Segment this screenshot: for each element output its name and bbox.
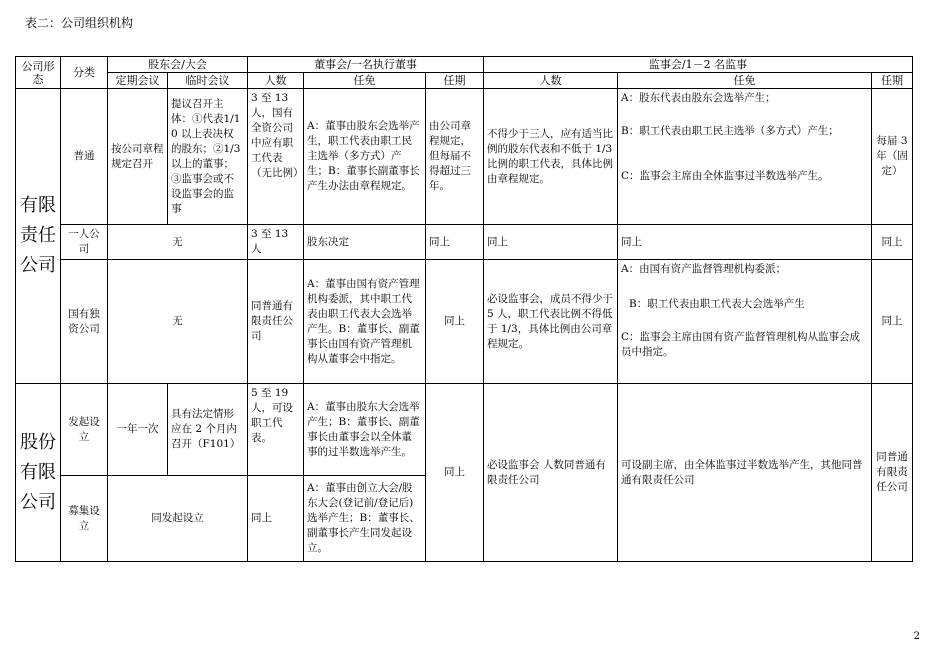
cell-board-count: 同上 [248,476,304,562]
cell-sup-term: 同普通有限责任公司 [872,384,913,562]
cell-board-appoint: A：董事由创立大会/股东大会(登记前/登记后)选举产生；B：董事长、副董事长产生同发起设立。 [304,476,426,562]
table-row-jsc-promote [16,384,913,476]
cell-board-appoint: 股东决定 [304,225,426,260]
header-sup-term: 任期 [872,73,913,89]
header-sup-appoint: 任免 [618,73,872,89]
header-interim-meeting: 临时会议 [168,73,248,89]
sup-appoint-c: C：监事会主席由全体监事过半数选举产生。 [621,170,829,182]
cell-sup-term: 同上 [872,225,913,260]
cell-board-appoint: A：董事由股东大会选举产生；B：董事长、副董事长由董事会以全体董事的过半数选举产生。 [304,384,426,476]
page-number: 2 [913,631,920,642]
table-caption: 表二：公司组织机构 [25,16,134,30]
cell-sup-term: 每届 3 年（固定） [872,89,913,225]
cell-board-term: 由公司章程规定，但每届不得超过三年。 [426,89,484,225]
cell-board-term: 同上 [426,260,484,384]
category-raise: 募集设立 [61,476,108,562]
cell-sup-count: 必设监事会，成员不得少于 5 人，职工代表比例不得低于 1/3，具体比例由公司章程规定。 [484,260,618,384]
table-row-llc-state [16,260,913,384]
category-ordinary: 普通 [61,89,108,225]
header-company-form: 公司形态 [16,57,61,89]
cell-meeting: 无 [108,260,248,384]
table-row-llc-ordinary [16,89,913,225]
header-category: 分类 [61,57,108,89]
cell-interim-meeting: 具有法定情形应在 2 个月内召开（F101） [168,384,248,476]
cell-meeting: 同发起设立 [108,476,248,562]
cell-meeting: 无 [108,225,248,260]
header-regular-meeting: 定期会议 [108,73,168,89]
header-row-2 [16,73,913,89]
cell-board-count: 同普通有限责任公司 [248,260,304,384]
sup-appoint-a: A：由国有资产监督管理机构委派； [621,263,787,275]
header-shareholders: 股东会/大会 [108,57,248,73]
header-board-count: 人数 [248,73,304,89]
company-form-llc: 有限责任公司 [16,89,61,384]
organization-table [15,56,913,562]
cell-sup-count: 同上 [484,225,618,260]
cell-board-count: 3 至 13 人 [248,225,304,260]
sup-appoint-a: A：股东代表由股东会选举产生； [621,92,776,104]
cell-board-term: 同上 [426,384,484,562]
header-board-term: 任期 [426,73,484,89]
header-supervisors: 监事会/1－2 名监事 [484,57,913,73]
cell-sup-count: 必设监事会 人数同普通有限责任公司 [484,384,618,562]
sup-appoint-b: B：职工代表由职工民主选举（多方式）产生； [621,125,839,137]
cell-board-appoint: A：董事由股东会选举产生，职工代表由职工民主选举（多方式）产生；B：董事长副董事长产生办法由章程规定。 [304,89,426,225]
cell-sup-appoint: 可设副主席，由全体监事过半数选举产生，其他同普通有限责任公司 [618,384,872,562]
header-sup-count: 人数 [484,73,618,89]
category-single: 一人公司 [61,225,108,260]
cell-board-appoint: A：董事由国有资产管理机构委派，其中职工代表由职工代表大会选举产生。B：董事长、副董事长由国有资产管理机构从董事会中指定。 [304,260,426,384]
cell-sup-appoint: 同上 [618,225,872,260]
cell-sup-count: 不得少于三人，应有适当比例的股东代表和不低于 1/3 比例的职工代表，具体比例由章程规定。 [484,89,618,225]
cell-regular-meeting: 一年一次 [108,384,168,476]
table-row-llc-single [16,225,913,260]
sup-appoint-b: B：职工代表由职工代表大会选举产生 [629,298,805,310]
cell-sup-term: 同上 [872,260,913,384]
cell-regular-meeting: 按公司章程规定召开 [108,89,168,225]
cell-sup-appoint [618,260,872,384]
header-row-1 [16,57,913,73]
category-promote: 发起设立 [61,384,108,476]
cell-board-count: 3 至 13 人，国有全资公司中应有职工代表（无比例） [248,89,304,225]
cell-sup-appoint [618,89,872,225]
header-board-appoint: 任免 [304,73,426,89]
cell-board-term: 同上 [426,225,484,260]
cell-interim-meeting: 提议召开主体：①代表1/10 以上表决权的股东；②1/3 以上的董事；③监事会或不设监事会的监事 [168,89,248,225]
header-board: 董事会/一名执行董事 [248,57,484,73]
category-state: 国有独资公司 [61,260,108,384]
sup-appoint-c: C：监事会主席由国有资产监督管理机构从监事会成员中指定。 [621,331,861,358]
cell-board-count: 5 至 19 人，可设职工代表。 [248,384,304,476]
company-form-jsc: 股份有限公司 [16,384,61,562]
